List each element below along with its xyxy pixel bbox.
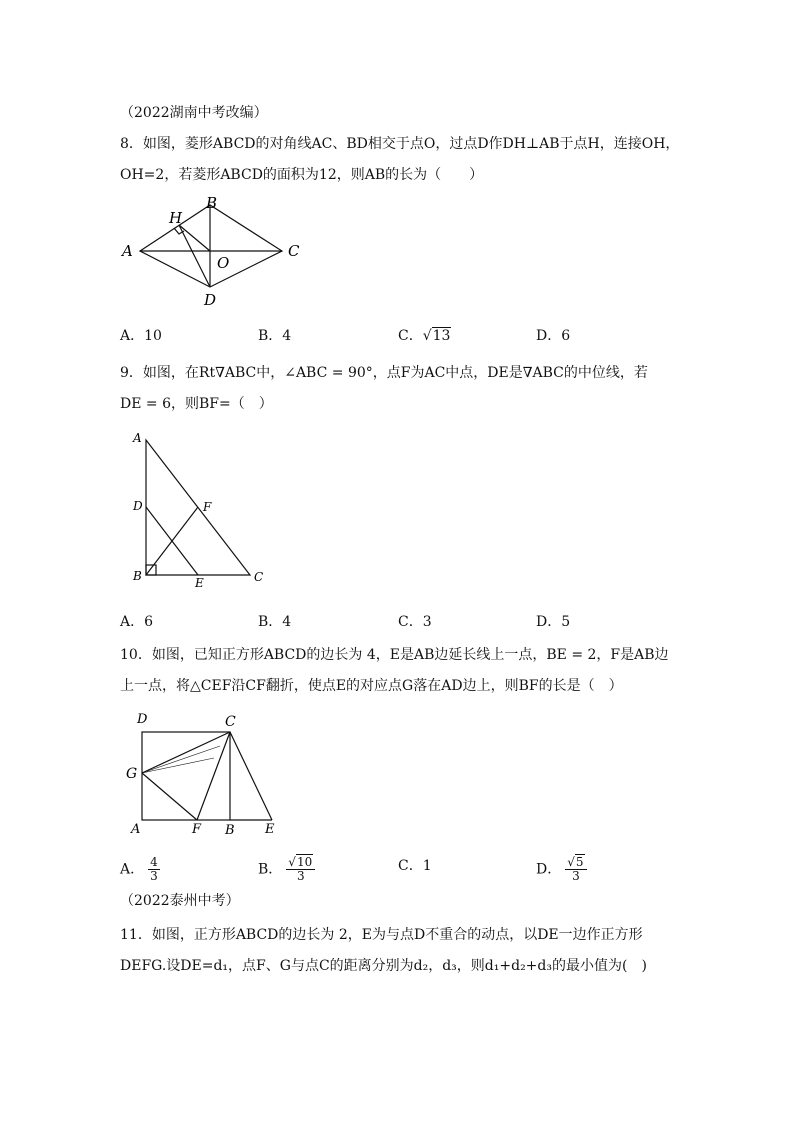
q8-rhombus-diagram xyxy=(118,192,308,312)
label-g: G xyxy=(126,766,138,782)
fraction xyxy=(286,856,315,883)
segment-oh xyxy=(179,225,210,251)
radicand: 5 xyxy=(575,855,584,869)
q11-text-line1: 11．如图，正方形ABCD的边长为 2，E为与点D不重合的动点，以DE一边作正方形 xyxy=(120,927,643,943)
q10-text-line1: 10．如图，已知正方形ABCD的边长为 4，E是AB边延长线上一点，BE = 2，F是AB边 xyxy=(120,647,669,663)
segment-g-mid xyxy=(142,746,220,773)
label-a: A xyxy=(133,431,142,445)
label-b: B xyxy=(206,194,218,212)
q8-choice-b[interactable]: B．4 xyxy=(258,328,292,344)
label-a: A xyxy=(122,242,133,260)
q9-choice-d[interactable]: D．5 xyxy=(536,614,571,630)
label-e: E xyxy=(265,822,275,837)
q9-text-line2: DE = 6，则BF=（ ） xyxy=(120,396,273,412)
q9-choice-c[interactable]: C．3 xyxy=(398,614,432,630)
q11-text-line2: DEFG.设DE=d₁，点F、G与点C的距离分别为d₂，d₃，则d₁+d₂+d₃的最小值为( ) xyxy=(120,958,647,974)
source-note: （2022湖南中考改编） xyxy=(120,105,268,121)
q9-triangle-diagram xyxy=(128,428,278,593)
denominator: 3 xyxy=(296,869,305,883)
label-c: C xyxy=(288,242,300,260)
square-abcd xyxy=(142,732,230,820)
q8-choice-c-prefix: C． xyxy=(398,328,423,344)
q10-choice-b[interactable] xyxy=(258,856,315,883)
q10-choice-a[interactable] xyxy=(120,856,160,883)
q8-choice-a[interactable]: A．10 xyxy=(120,328,162,344)
q8-text-line1: 8．如图，菱形ABCD的对角线AC、BD相交于点O，过点D作DH⊥AB于点H，连接OH， xyxy=(120,136,680,152)
q10-choice-b-prefix: B． xyxy=(258,861,283,878)
label-a: A xyxy=(131,822,141,837)
q9-text-line1: 9．如图，在Rt∇ABC中，∠ABC = 90°，点F为AC中点，DE是∇ABC的中位线，若 xyxy=(120,365,648,381)
numerator: 4 xyxy=(150,855,158,869)
q8-choice-c-radicand: 13 xyxy=(432,328,451,344)
label-h: H xyxy=(169,209,183,227)
fraction xyxy=(148,856,160,883)
source-note-2: （2022泰州中考） xyxy=(120,893,240,909)
q9-choice-a[interactable]: A．6 xyxy=(120,614,154,630)
fraction xyxy=(565,856,586,883)
q10-text-line2: 上一点，将△CEF沿CF翻折，使点E的对应点G落在AD边上，则BF的长是（ ） xyxy=(120,678,623,694)
label-f: F xyxy=(192,822,202,837)
radicand: 10 xyxy=(296,855,313,869)
label-o: O xyxy=(217,254,230,272)
q9-choice-b[interactable]: B．4 xyxy=(258,614,292,630)
label-e: E xyxy=(195,576,204,590)
q8-choice-d[interactable]: D．6 xyxy=(536,328,571,344)
label-c: C xyxy=(225,714,236,730)
label-b: B xyxy=(133,569,142,583)
segment-gf xyxy=(142,773,197,820)
denominator: 3 xyxy=(150,869,158,883)
rhombus-outline xyxy=(140,205,282,287)
label-d: D xyxy=(204,291,217,309)
label-b: B xyxy=(225,823,235,838)
q10-choice-d-prefix: D． xyxy=(536,861,562,878)
label-f: F xyxy=(203,500,212,514)
q10-square-diagram xyxy=(122,708,292,838)
q10-choice-d[interactable] xyxy=(536,856,587,883)
label-d: D xyxy=(133,499,143,513)
segment-ce xyxy=(230,732,272,820)
segment-dh xyxy=(179,225,210,287)
numerator: √5 xyxy=(565,856,586,870)
sqrt-sign: √ xyxy=(422,328,432,344)
numerator: √10 xyxy=(286,856,315,870)
q8-choice-c[interactable] xyxy=(398,326,451,346)
q10-choice-a-prefix: A． xyxy=(120,861,145,878)
q8-text-line2: OH=2，若菱形ABCD的面积为12，则AB的长为（ ） xyxy=(120,167,484,183)
denominator: 3 xyxy=(572,869,580,883)
label-c: C xyxy=(254,570,264,584)
label-d: D xyxy=(137,712,148,727)
q10-choice-c[interactable]: C．1 xyxy=(398,858,432,874)
